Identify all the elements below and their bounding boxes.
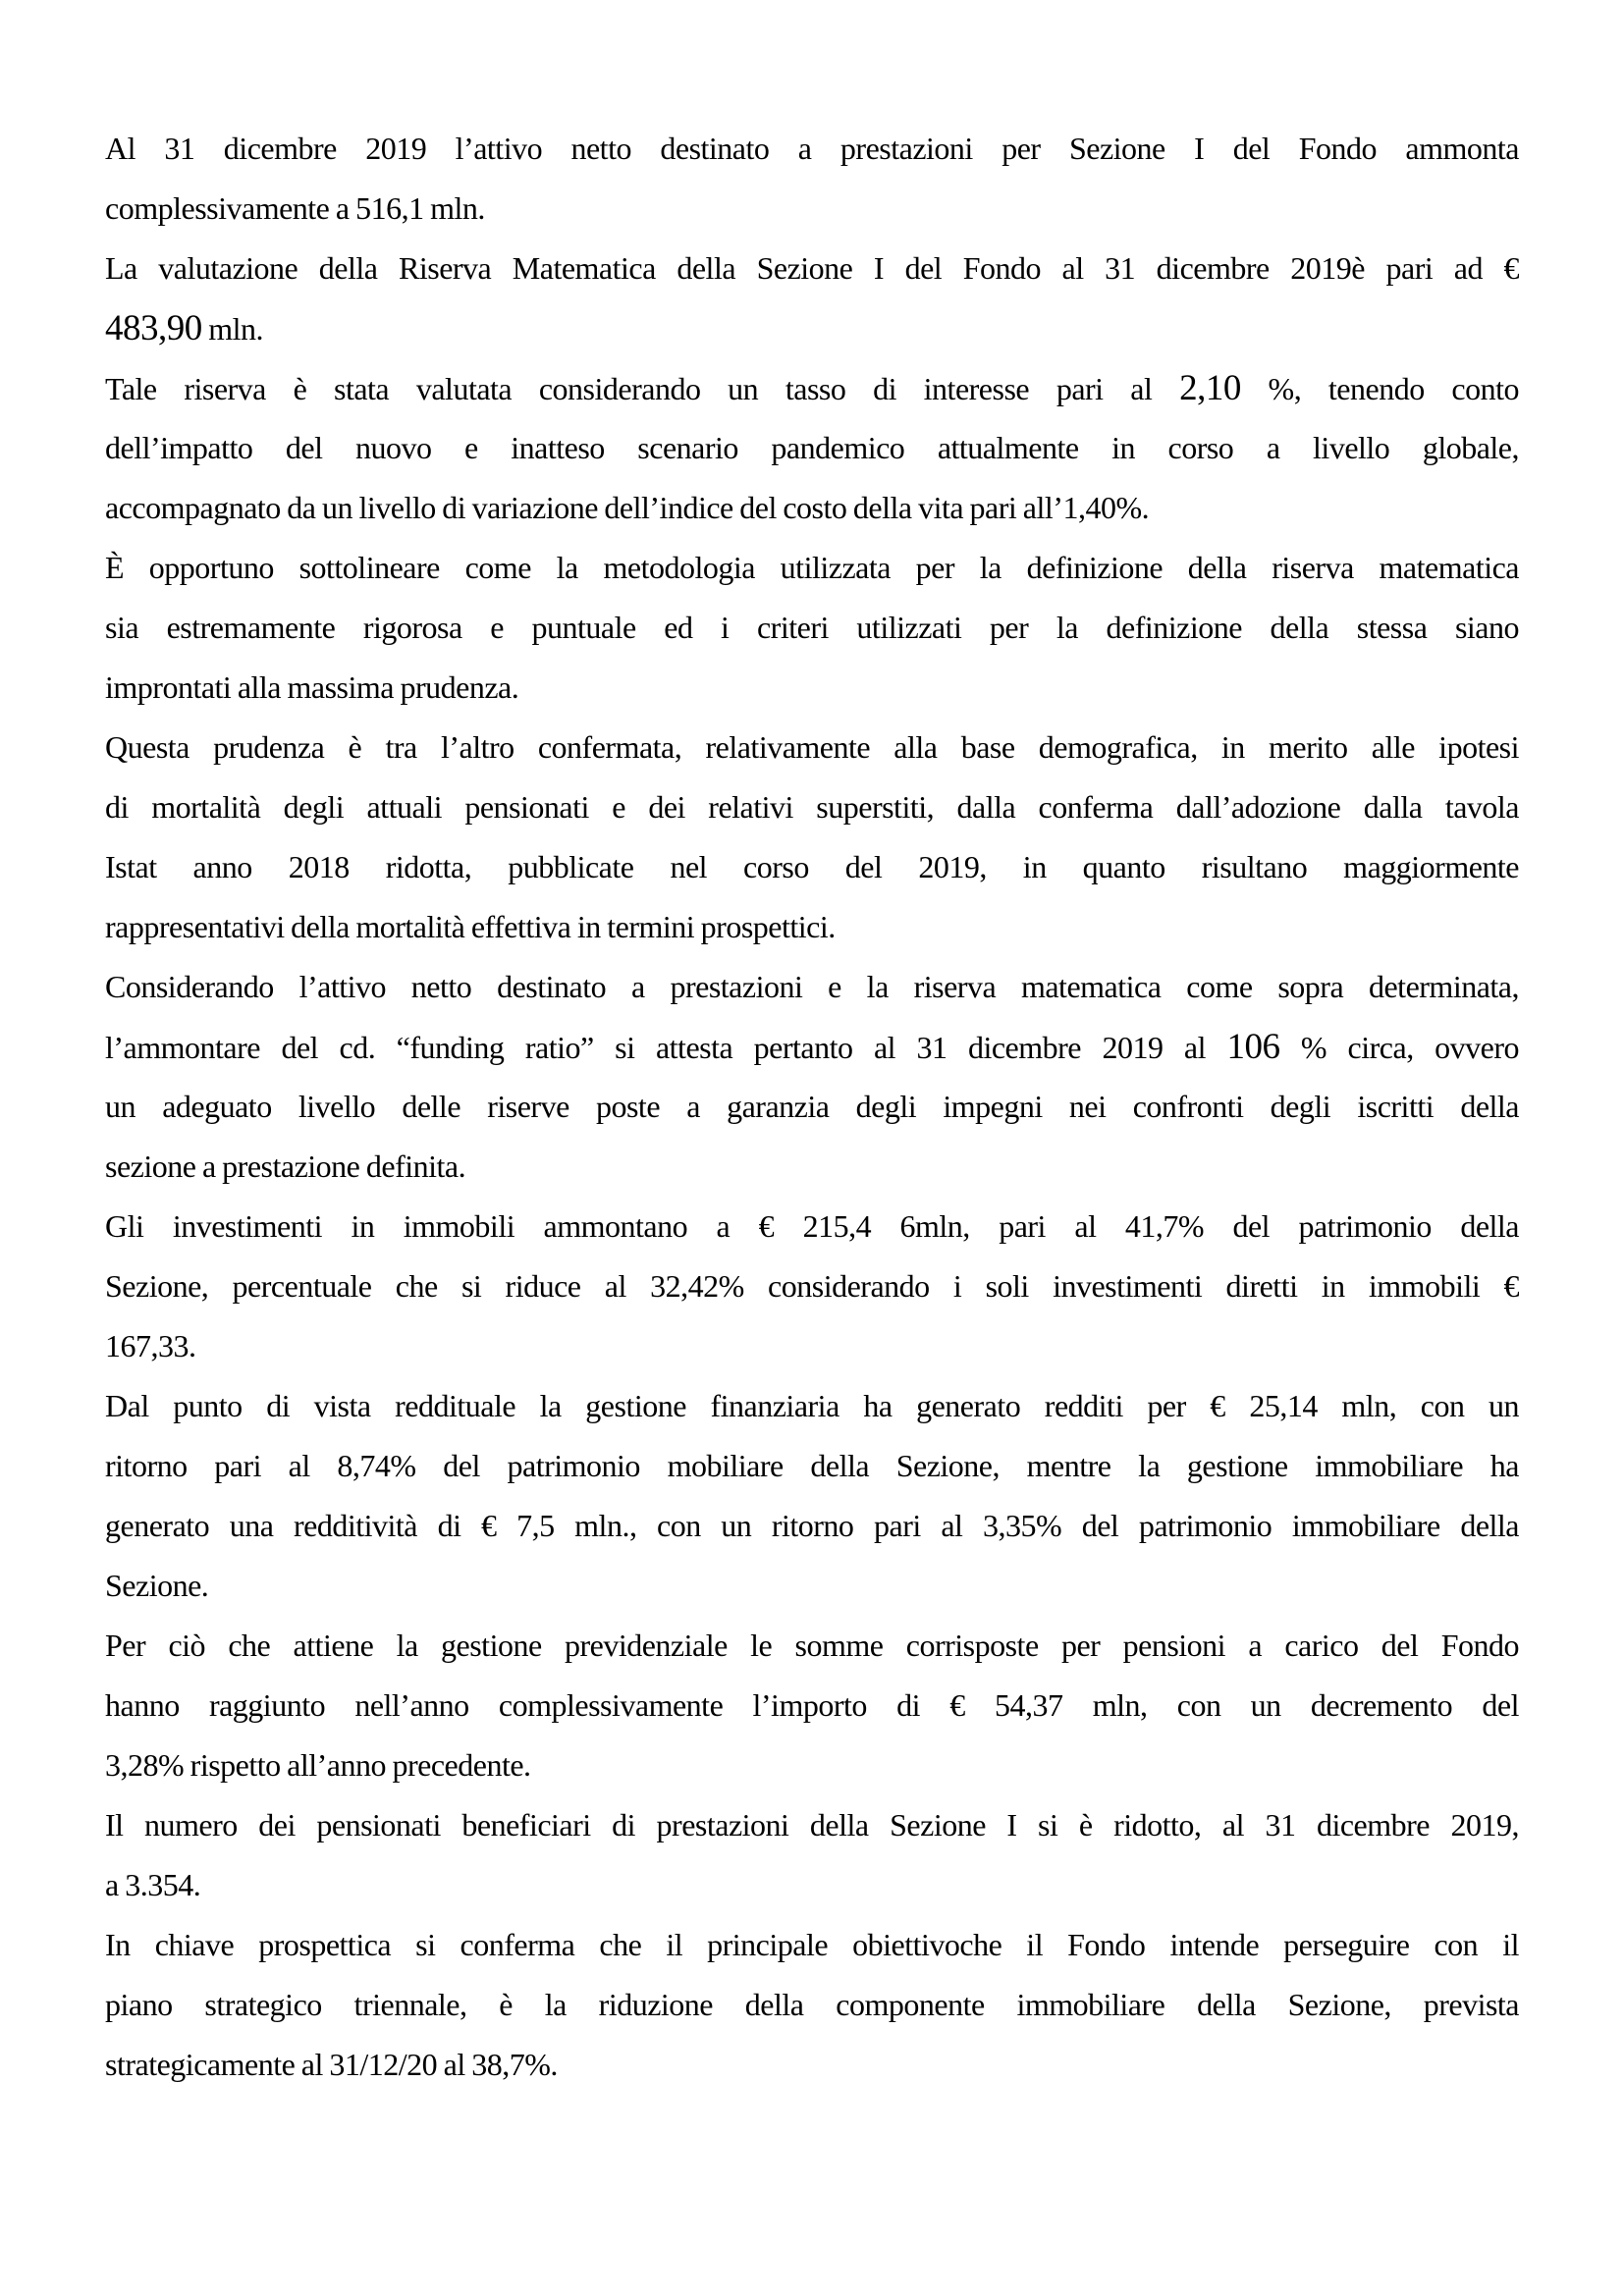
- text-run: La valutazione della Riserva Matematica della Sezione I del Fondo al 31 dicembre 2019è pari ad €: [105, 250, 1519, 286]
- text-line: [105, 957, 1519, 1017]
- text-run: un adeguato livello delle riserve poste a garanzia degli impegni nei confronti degli iscritti della: [105, 1089, 1519, 1124]
- text-run: complessivamente a 516,1 mln.: [105, 190, 485, 226]
- text-run: mln.: [201, 311, 264, 347]
- text-run: l’ammontare del cd. “funding ratio” si attesta pertanto al 31 dicembre 2019 al: [105, 1030, 1227, 1065]
- text-line: [105, 1077, 1519, 1137]
- text-line: [105, 1017, 1519, 1077]
- text-line: [105, 658, 1519, 718]
- text-run: di mortalità degli attuali pensionati e dei relativi superstiti, dalla conferma dall’adozione dalla tavola: [105, 789, 1519, 825]
- text-run: generato una redditività di € 7,5 mln., con un ritorno pari al 3,35% del patrimonio immobiliare della: [105, 1508, 1519, 1543]
- text-run: Gli investimenti in immobili ammontano a € 215,4 6mln, pari al 41,7% del patrimonio della: [105, 1208, 1519, 1244]
- text-run: sezione a prestazione definita.: [105, 1148, 466, 1184]
- text-run: Considerando l’attivo netto destinato a prestazioni e la riserva matematica come sopra determinata,: [105, 969, 1519, 1004]
- text-line: [105, 1915, 1519, 1975]
- emphasized-number: 106: [1226, 1027, 1280, 1067]
- text-run: In chiave prospettica si conferma che il principale obiettivoche il Fondo intende perseguire con il: [105, 1927, 1519, 1962]
- text-line: [105, 897, 1519, 957]
- text-run: accompagnato da un livello di variazione dell’indice del costo della vita pari all’1,40%.: [105, 490, 1150, 525]
- text-run: Per ciò che attiene la gestione previdenziale le somme corrisposte per pensioni a carico del Fondo: [105, 1628, 1519, 1663]
- text-run: Sezione.: [105, 1568, 209, 1603]
- paragraph: [105, 538, 1519, 718]
- text-line: [105, 1556, 1519, 1616]
- paragraph: [105, 1197, 1519, 1376]
- text-run: piano strategico triennale, è la riduzione della componente immobiliare della Sezione, prevista: [105, 1987, 1519, 2022]
- text-line: [105, 1735, 1519, 1795]
- text-run: Dal punto di vista reddituale la gestione finanziaria ha generato redditi per € 25,14 mln, con un: [105, 1388, 1519, 1423]
- text-run: hanno raggiunto nell’anno complessivamente l’importo di € 54,37 mln, con un decremento del: [105, 1687, 1519, 1723]
- emphasized-number: 2,10: [1179, 368, 1241, 408]
- text-line: [105, 119, 1519, 179]
- text-run: %, tenendo conto: [1240, 371, 1519, 406]
- text-run: Questa prudenza è tra l’altro confermata, relativamente alla base demografica, in merito alle ipotesi: [105, 729, 1519, 765]
- text-line: [105, 837, 1519, 897]
- text-line: [105, 1376, 1519, 1436]
- paragraph: [105, 1616, 1519, 1795]
- paragraph: [105, 957, 1519, 1197]
- text-line: [105, 1137, 1519, 1197]
- text-run: Tale riserva è stata valutata considerando un tasso di interesse pari al: [105, 371, 1180, 406]
- text-line: [105, 598, 1519, 658]
- paragraph: [105, 1376, 1519, 1616]
- paragraph: [105, 718, 1519, 957]
- document-body: [105, 119, 1519, 2095]
- text-line: [105, 1197, 1519, 1256]
- paragraph: [105, 119, 1519, 239]
- text-line: [105, 718, 1519, 777]
- text-line: [105, 239, 1519, 298]
- paragraph: [105, 1915, 1519, 2095]
- text-line: [105, 1496, 1519, 1556]
- text-line: [105, 1436, 1519, 1496]
- text-line: [105, 358, 1519, 418]
- text-run: È opportuno sottolineare come la metodologia utilizzata per la definizione della riserva matematica: [105, 550, 1519, 585]
- text-run: Al 31 dicembre 2019 l’attivo netto destinato a prestazioni per Sezione I del Fondo ammonta: [105, 131, 1519, 166]
- paragraph: [105, 358, 1519, 538]
- text-line: [105, 538, 1519, 598]
- text-line: [105, 1975, 1519, 2035]
- text-line: [105, 418, 1519, 478]
- text-run: improntati alla massima prudenza.: [105, 669, 519, 705]
- text-run: sia estremamente rigorosa e puntuale ed i criteri utilizzati per la definizione della stessa siano: [105, 610, 1519, 645]
- text-run: dell’impatto del nuovo e inatteso scenario pandemico attualmente in corso a livello globale,: [105, 430, 1519, 465]
- paragraph: [105, 239, 1519, 358]
- text-line: [105, 777, 1519, 837]
- text-run: Sezione, percentuale che si riduce al 32,42% considerando i soli investimenti diretti in immobili €: [105, 1268, 1519, 1304]
- text-line: [105, 1795, 1519, 1855]
- text-run: 3,28% rispetto all’anno precedente.: [105, 1747, 531, 1783]
- text-run: strategicamente al 31/12/20 al 38,7%.: [105, 2047, 558, 2082]
- text-line: [105, 1316, 1519, 1376]
- paragraph: [105, 1795, 1519, 1915]
- text-line: [105, 1855, 1519, 1915]
- text-run: a 3.354.: [105, 1867, 201, 1902]
- text-run: % circa, ovvero: [1279, 1030, 1519, 1065]
- text-line: [105, 298, 1519, 358]
- text-line: [105, 1256, 1519, 1316]
- text-line: [105, 179, 1519, 239]
- text-run: Istat anno 2018 ridotta, pubblicate nel corso del 2019, in quanto risultano maggiormente: [105, 849, 1519, 884]
- emphasized-number: 483,90: [105, 308, 202, 348]
- text-line: [105, 1676, 1519, 1735]
- text-run: 167,33.: [105, 1328, 196, 1363]
- text-line: [105, 478, 1519, 538]
- text-line: [105, 1616, 1519, 1676]
- text-run: Il numero dei pensionati beneficiari di prestazioni della Sezione I si è ridotto, al 31 dicembre 2019,: [105, 1807, 1519, 1842]
- text-run: rappresentativi della mortalità effettiva in termini prospettici.: [105, 909, 836, 944]
- text-run: ritorno pari al 8,74% del patrimonio mobiliare della Sezione, mentre la gestione immobiliare ha: [105, 1448, 1519, 1483]
- text-line: [105, 2035, 1519, 2095]
